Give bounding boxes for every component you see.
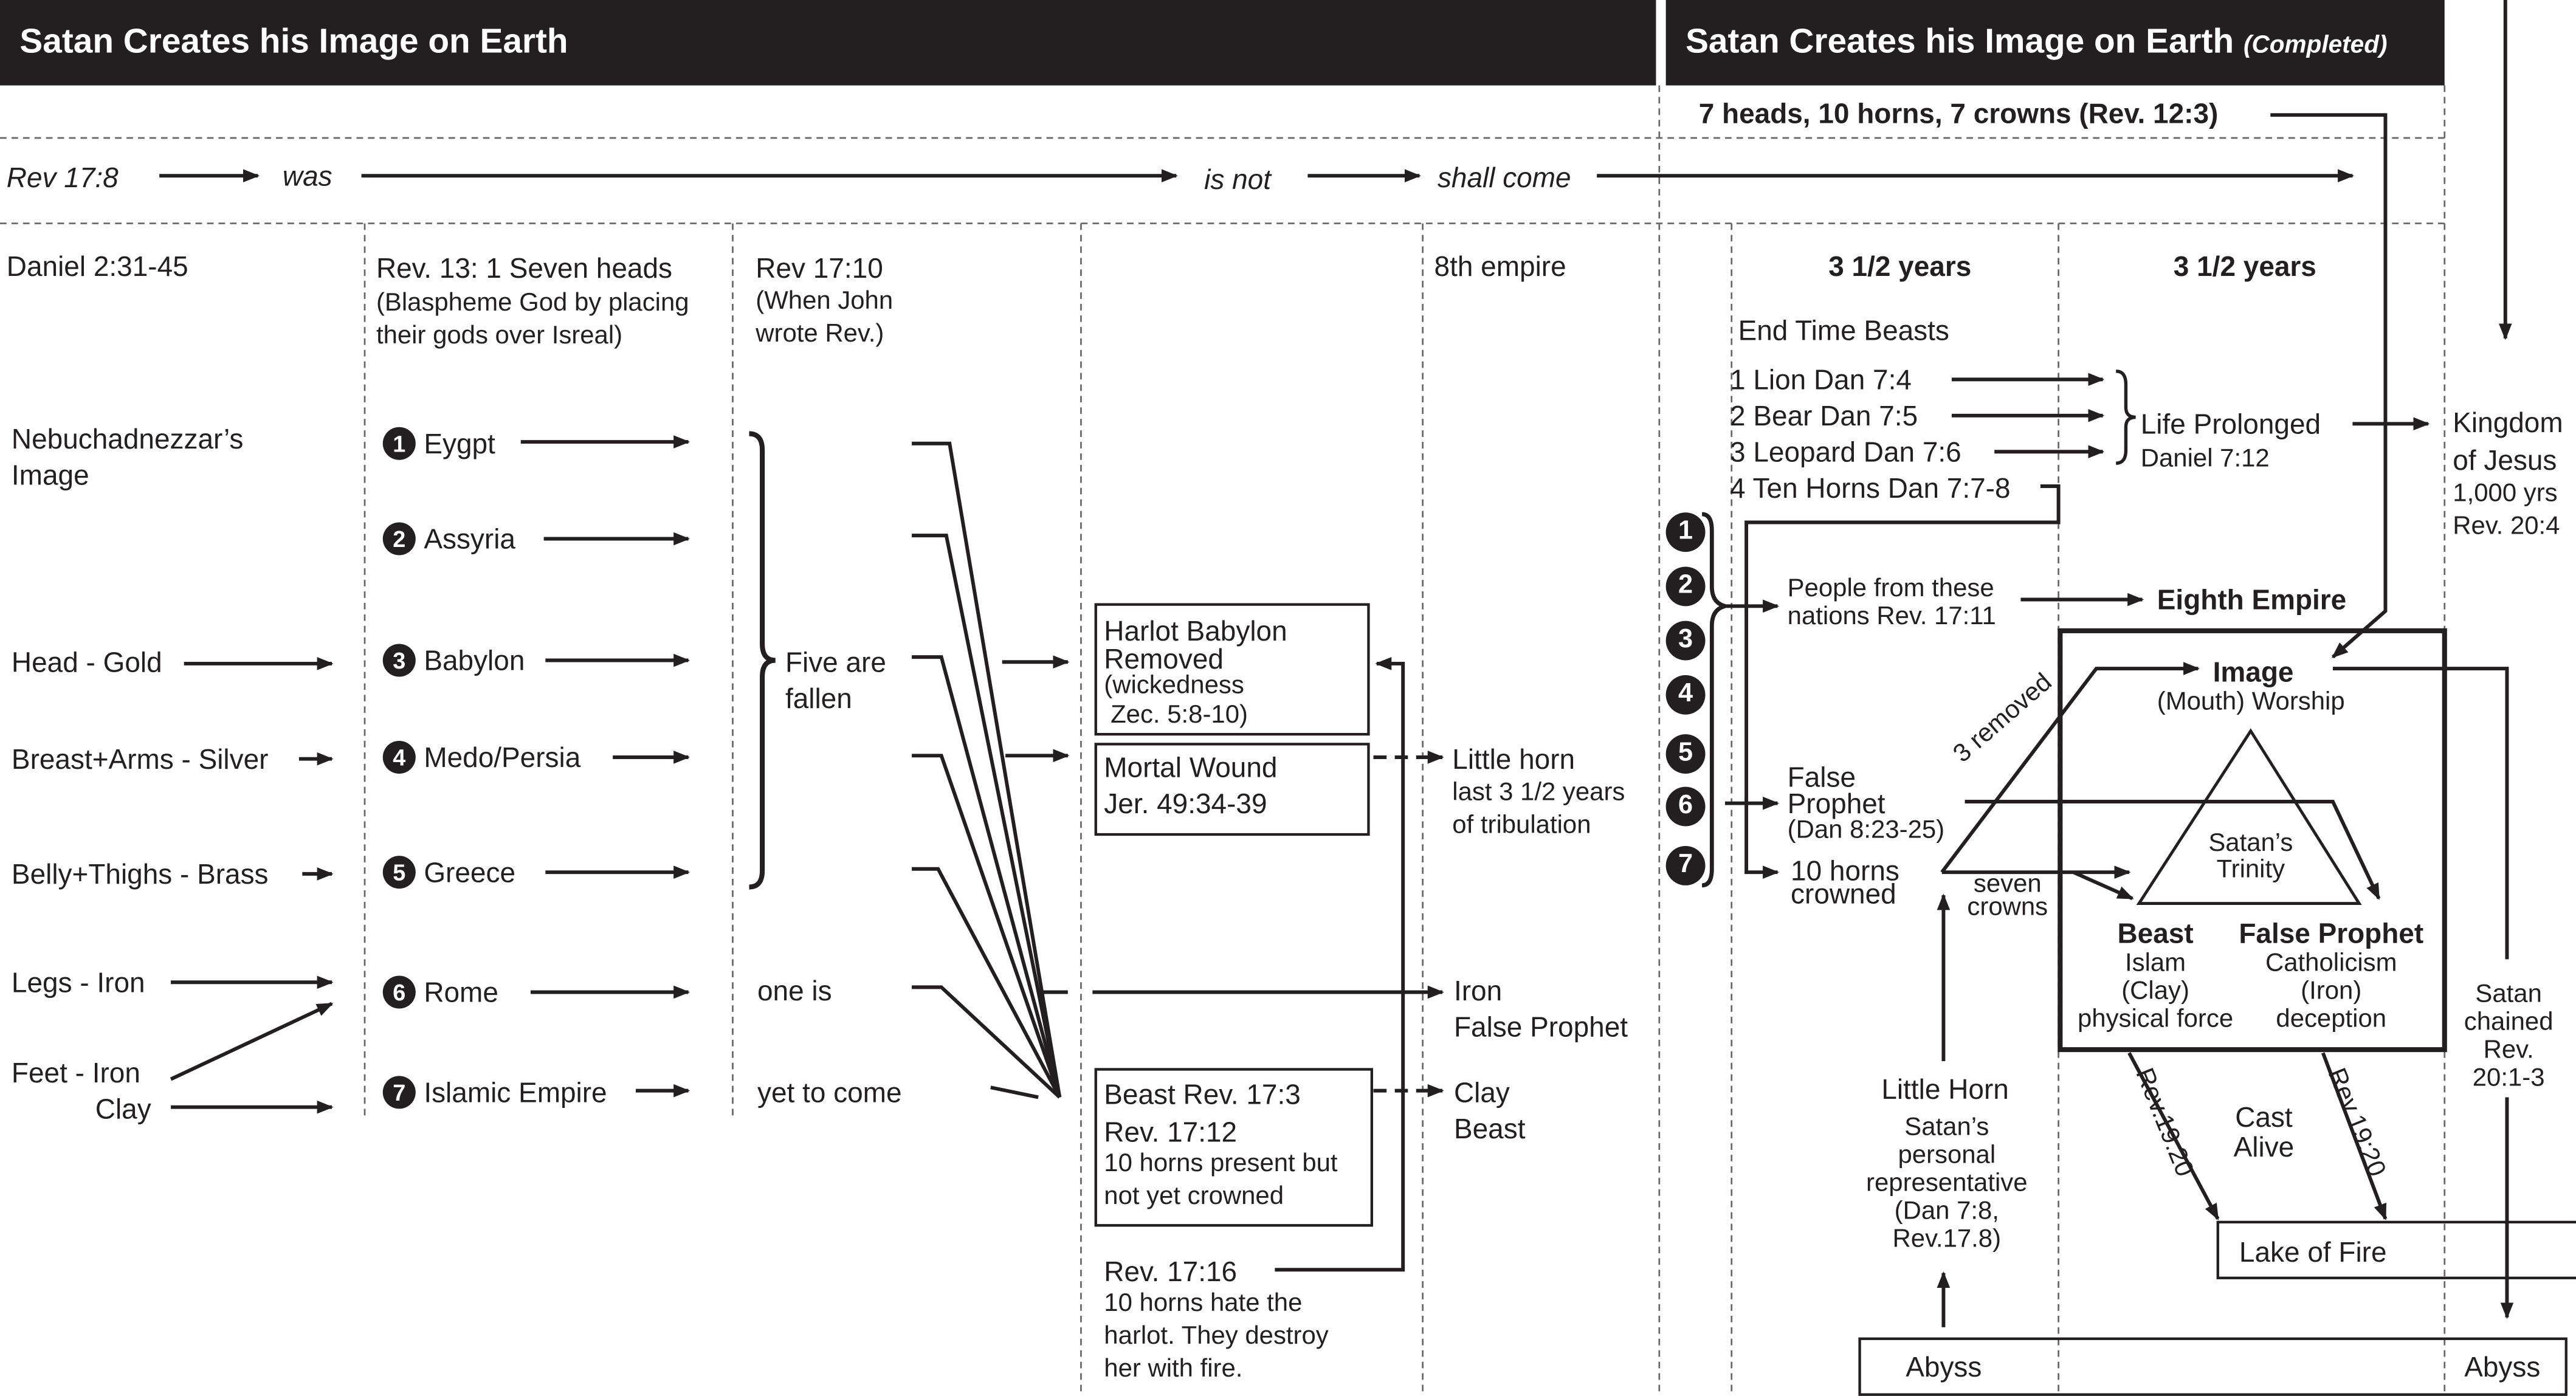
col-eighth: 8th empire <box>1434 251 1566 283</box>
harlot-line-3: (wickedness <box>1104 672 1244 700</box>
beast-4: 4 Ten Horns Dan 7:7-8 <box>1730 473 2011 504</box>
circle-7: 7 <box>1666 846 1706 885</box>
empire-number: 5 <box>383 856 416 889</box>
iron-1: Iron <box>1453 975 1503 1007</box>
empire-4 <box>383 741 581 775</box>
empire-2 <box>383 522 515 557</box>
empire-name: Babylon <box>424 645 525 677</box>
beast-title: Beast <box>2117 918 2194 950</box>
empire-6 <box>383 975 498 1010</box>
col-rev13: Rev. 13: 1 Seven heads <box>376 253 672 284</box>
lake-of-fire: Lake of Fire <box>2239 1237 2387 1268</box>
image-worship: (Mouth) Worship <box>2157 688 2345 717</box>
empire-name: Medo/Persia <box>424 742 581 774</box>
seven-crowns-2: crowns <box>1967 893 2048 922</box>
col-years-1: 3 1/2 years <box>1828 251 1972 283</box>
empire-number: 2 <box>383 522 416 555</box>
beast-3: 3 Leopard Dan 7:6 <box>1730 436 1961 469</box>
empire-number: 3 <box>383 644 416 676</box>
col-rev13-note2: their gods over Isreal) <box>376 321 623 350</box>
kingdom-1: Kingdom <box>2453 407 2563 439</box>
beast-box-line-1: Beast Rev. 17:3 <box>1104 1079 1301 1111</box>
statue-breast: Breast+Arms - Silver <box>11 744 269 775</box>
empire-3 <box>383 644 525 678</box>
statue-legs: Legs - Iron <box>11 967 145 999</box>
empire-name: Islamic Empire <box>424 1078 607 1109</box>
rev1716: Rev. 17:16 <box>1104 1256 1238 1288</box>
yet-to-come: yet to come <box>757 1078 902 1109</box>
harlot-line-4: Zec. 5:8-10) <box>1111 701 1248 730</box>
little-horn-line-4: (Dan 7:8, <box>1894 1197 1999 1226</box>
empire-number: 7 <box>383 1076 416 1109</box>
little-horn-line-3: representative <box>1866 1169 2028 1198</box>
col-rev1710-note2: wrote Rev.) <box>756 320 884 348</box>
harlot-line-2: Removed <box>1104 644 1224 675</box>
eighth-empire: Eighth Empire <box>2157 585 2347 616</box>
kingdom-4: Rev. 20:4 <box>2453 512 2560 541</box>
top-note: 7 heads, 10 horns, 7 crowns (Rev. 12:3) <box>1698 98 2219 130</box>
abyss-left: Abyss <box>1906 1352 1982 1383</box>
iron-2: False Prophet <box>1453 1011 1628 1044</box>
statue-title-1: Nebuchadnezzar’s <box>11 424 244 455</box>
empire-number: 1 <box>383 427 416 460</box>
empire-number: 6 <box>383 975 416 1008</box>
chained-1: Satan <box>2451 981 2566 1011</box>
three-removed: 3 removed <box>1948 668 2058 769</box>
header-right-subtitle: (Completed) <box>2244 31 2388 60</box>
statue-belly: Belly+Thighs - Brass <box>11 859 269 890</box>
col-rev1710: Rev 17:10 <box>756 253 883 284</box>
five-fallen-2: fallen <box>785 683 852 715</box>
rev1716-line-3: her with fire. <box>1104 1355 1243 1383</box>
cast-alive-2: Alive <box>2233 1132 2295 1163</box>
people-2: nations Rev. 17:11 <box>1787 602 1996 631</box>
abyss-right: Abyss <box>2464 1352 2541 1383</box>
timeline-is-not: is not <box>1204 164 1271 196</box>
statue-clay: Clay <box>95 1094 151 1126</box>
wound-line-2: Jer. 49:34-39 <box>1104 788 1267 820</box>
beast-2: 2 Bear Dan 7:5 <box>1730 401 1918 432</box>
statue-head: Head - Gold <box>11 647 162 679</box>
fp-title: False Prophet <box>2239 918 2424 950</box>
false-prophet-3: (Dan 8:23-25) <box>1787 816 1945 845</box>
timeline-ref: Rev 17:8 <box>6 162 119 194</box>
rev1920-right: Rev.19:20 <box>2321 1064 2391 1181</box>
little-horn-line-2: personal <box>1898 1141 1996 1170</box>
empire-number: 4 <box>383 741 416 774</box>
beast-clay: (Clay) <box>2121 977 2189 1006</box>
trinity-1: Satan’s <box>2208 829 2293 858</box>
false-prophet-1: False <box>1787 762 1856 794</box>
kingdom-2: of Jesus <box>2453 445 2557 476</box>
chained-3: Rev. <box>2451 1036 2566 1066</box>
harlot-line-1: Harlot Babylon <box>1104 616 1287 647</box>
circle-3: 3 <box>1666 621 1706 661</box>
beast-box-line-3: 10 horns present but <box>1104 1149 1338 1178</box>
empire-name: Greece <box>424 857 516 889</box>
empire-name: Assyria <box>424 524 515 555</box>
empire-name: Eygpt <box>424 428 495 460</box>
chained-4: 20:1-3 <box>2451 1064 2566 1094</box>
circle-4: 4 <box>1666 675 1706 715</box>
little-horn-line-1: Satan’s <box>1904 1113 1989 1142</box>
beast-1: 1 Lion Dan 7:4 <box>1730 365 1912 396</box>
horns-crowned-1: 10 horns <box>1791 856 1899 887</box>
header-left <box>0 0 1656 86</box>
clay-1: Clay <box>1453 1078 1510 1109</box>
little-horn-title: Little Horn <box>1881 1074 2009 1105</box>
people-1: People from these <box>1787 574 1994 603</box>
little-horn-3: of tribulation <box>1452 811 1591 840</box>
kingdom-3: 1,000 yrs <box>2453 480 2558 508</box>
statue-title-2: Image <box>11 459 89 492</box>
empire-name: Rome <box>424 977 498 1009</box>
header-right-title: Satan Creates his Image on Earth <box>1686 22 2234 61</box>
timeline-shall-come: shall come <box>1437 162 1571 194</box>
rev1920-left: Rev.19:20 <box>2129 1064 2199 1181</box>
beast-box-line-2: Rev. 17:12 <box>1104 1116 1238 1149</box>
clay-2: Beast <box>1453 1113 1526 1145</box>
circle-5: 5 <box>1666 734 1706 774</box>
fp-catholicism: Catholicism <box>2265 949 2397 978</box>
empire-1 <box>383 427 495 462</box>
empire-7 <box>383 1076 607 1110</box>
rev1716-line-1: 10 horns hate the <box>1104 1289 1303 1318</box>
prolonged-1: Life Prolonged <box>2140 408 2321 441</box>
fp-deception: deception <box>2276 1005 2387 1034</box>
five-fallen-1: Five are <box>785 647 886 679</box>
trinity-2: Trinity <box>2216 856 2285 884</box>
false-prophet-2: Prophet <box>1787 788 1886 820</box>
beast-box-line-4: not yet crowned <box>1104 1183 1284 1211</box>
little-horn-line-5: Rev.17.8) <box>1892 1225 2002 1254</box>
beast-force: physical force <box>2077 1005 2234 1034</box>
circle-1: 1 <box>1666 512 1706 552</box>
end-time-title: End Time Beasts <box>1738 315 1949 347</box>
little-horn-1: Little horn <box>1452 744 1576 775</box>
col-years-2: 3 1/2 years <box>2173 251 2316 283</box>
circle-6: 6 <box>1666 787 1706 827</box>
wound-line-1: Mortal Wound <box>1104 752 1278 784</box>
statue-feet: Feet - Iron <box>11 1057 140 1089</box>
empire-5 <box>383 856 515 890</box>
one-is: one is <box>757 975 832 1007</box>
prolonged-2: Daniel 7:12 <box>2140 445 2270 473</box>
header-left-title: Satan Creates his Image on Earth <box>19 22 568 61</box>
circle-2: 2 <box>1666 566 1706 606</box>
beast-islam: Islam <box>2124 949 2186 978</box>
col-rev1710-note1: (When John <box>756 287 894 315</box>
seven-crowns-1: seven <box>1973 870 2042 899</box>
timeline-was: was <box>282 160 332 193</box>
horns-crowned-2: crowned <box>1791 878 1896 910</box>
little-horn-2: last 3 1/2 years <box>1452 779 1625 807</box>
fp-iron: (Iron) <box>2301 977 2362 1006</box>
rev1716-line-2: harlot. They destroy <box>1104 1322 1329 1350</box>
cast-alive-1: Cast <box>2235 1102 2293 1133</box>
chained-2: chained <box>2451 1009 2566 1039</box>
image-title: Image <box>2213 657 2294 689</box>
header-right <box>1666 0 2445 86</box>
col-daniel: Daniel 2:31-45 <box>6 251 188 283</box>
col-rev13-note1: (Blaspheme God by placing <box>376 289 689 317</box>
